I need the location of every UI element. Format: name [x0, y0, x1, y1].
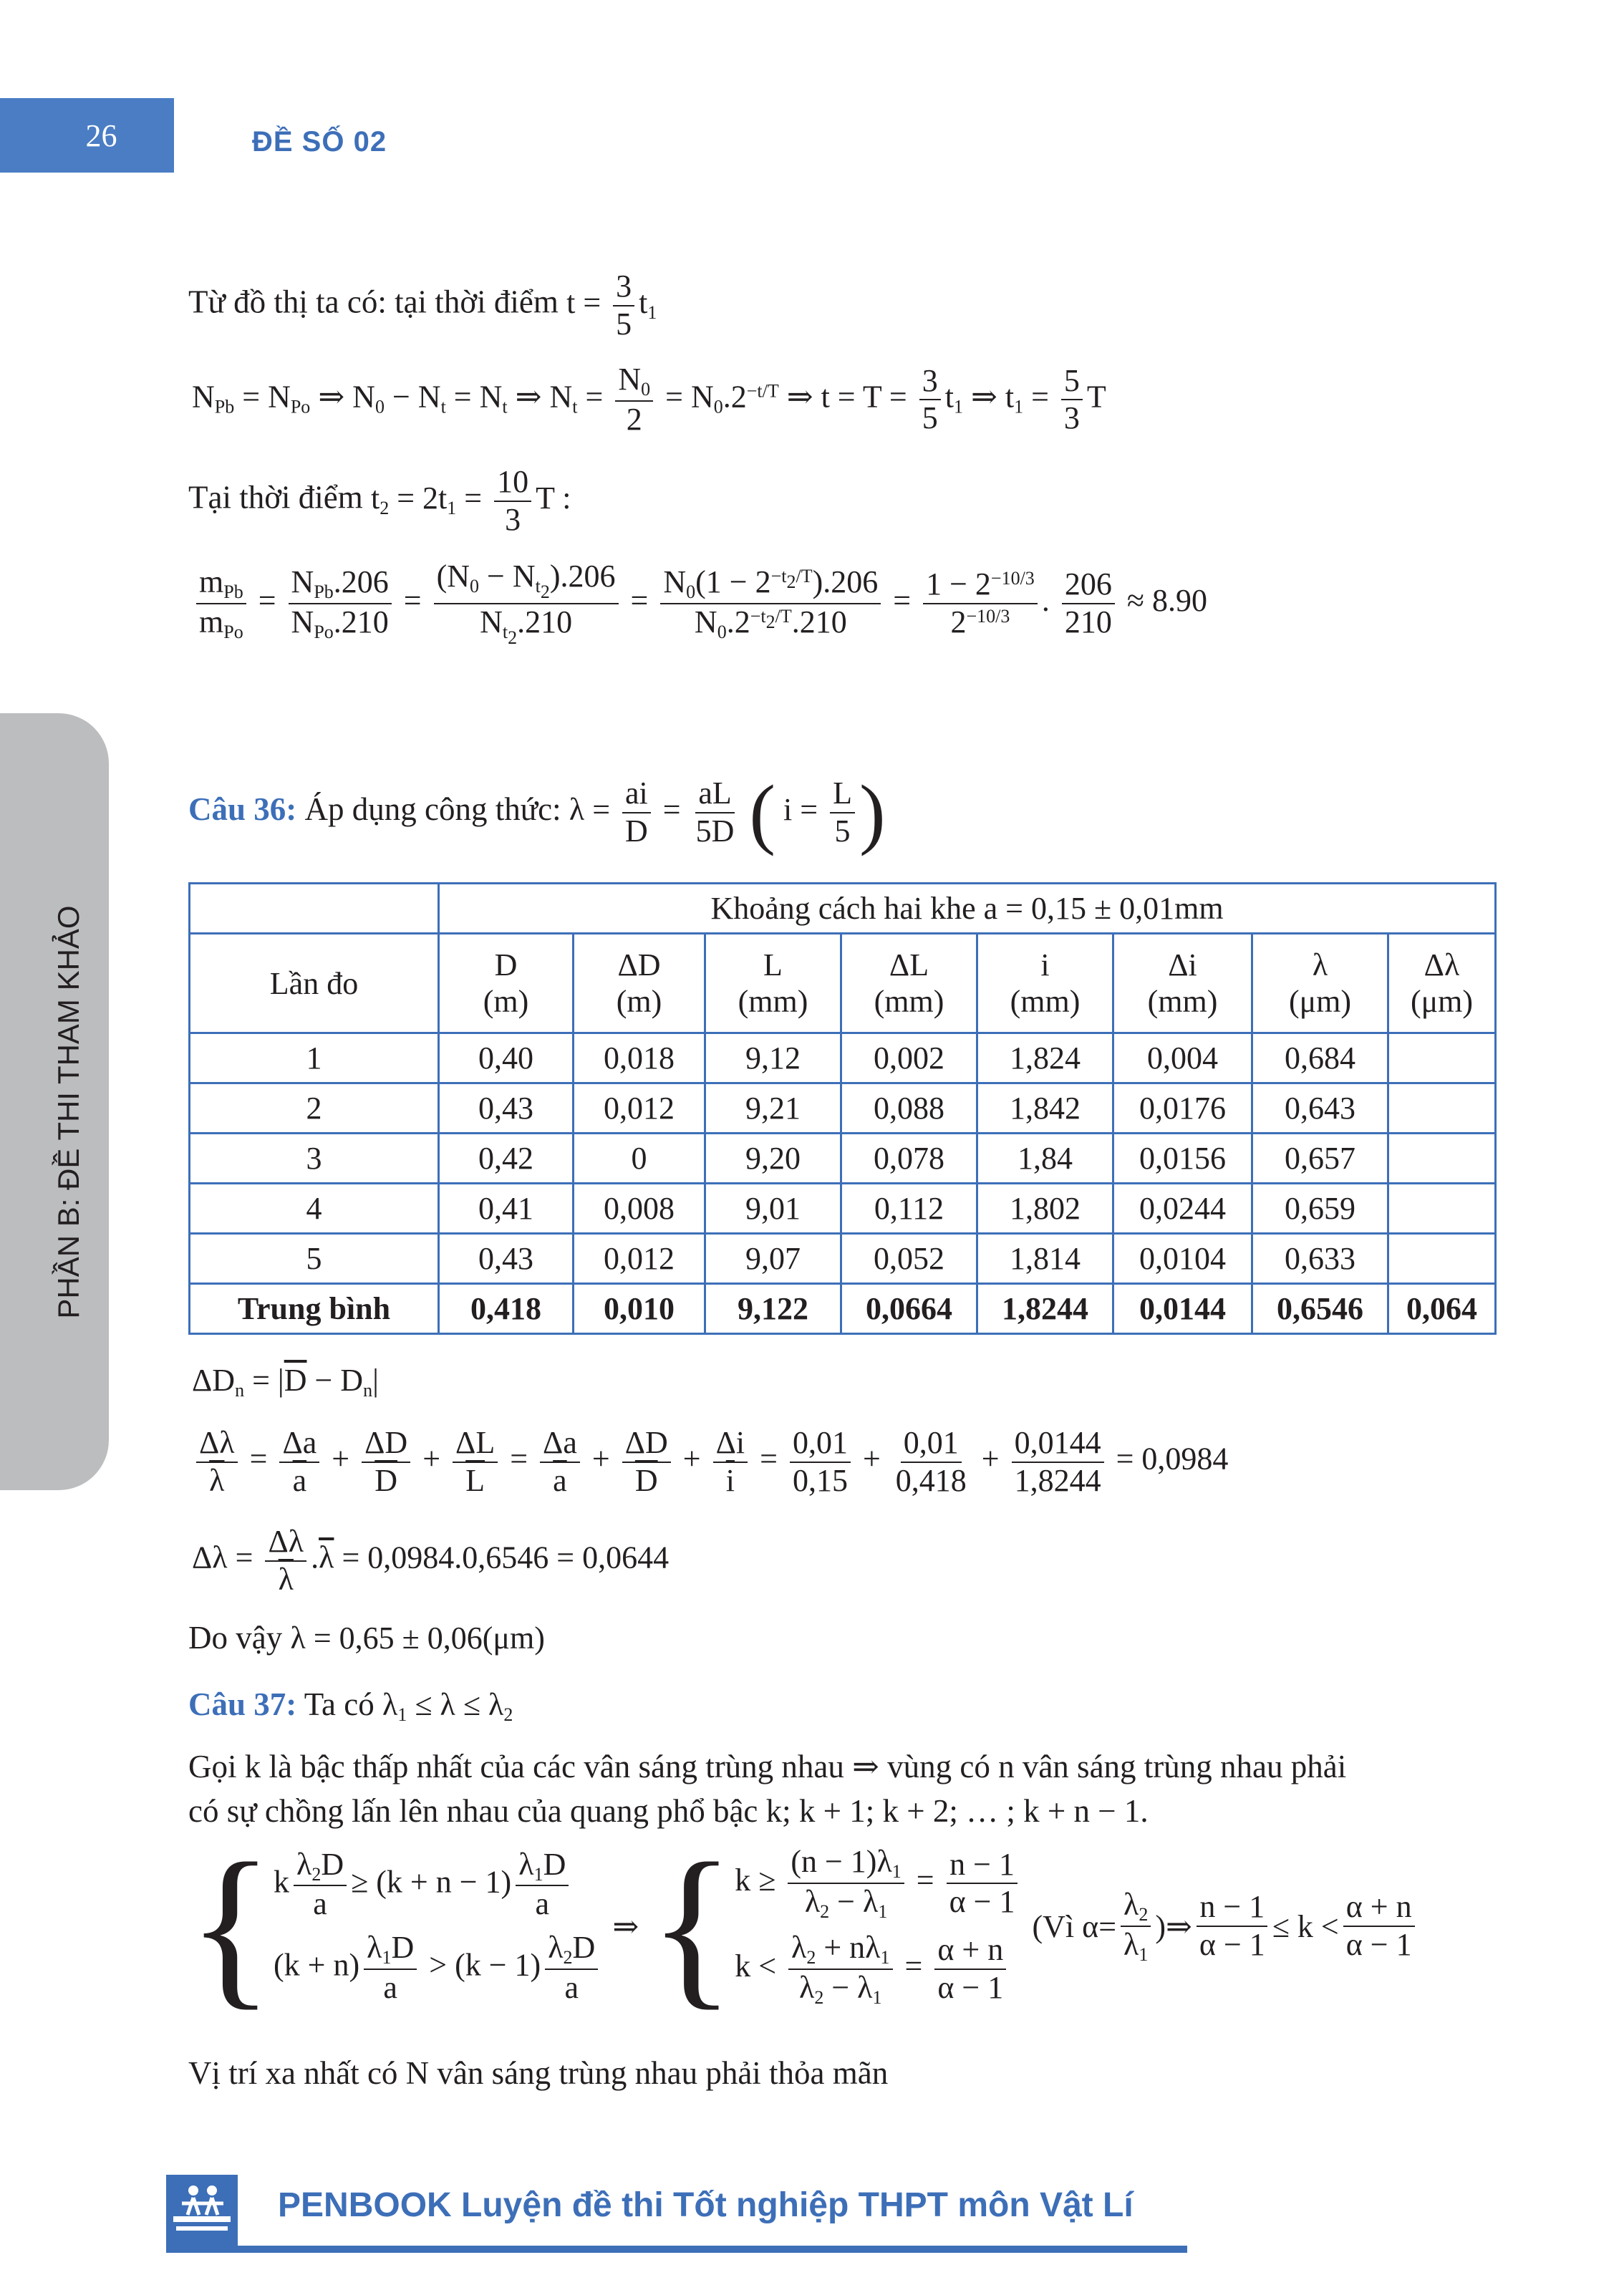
q36-line	[188, 769, 886, 856]
formula-delta-d: $\Delta D_n = |\overline{D} - D_n|$	[192, 1363, 379, 1401]
col-header: λ (μm)	[1252, 934, 1388, 1033]
result-label: Do vậy	[188, 1620, 283, 1656]
formula-mass-ratio: $\frac{m_{Pb}}{m_{Po}}$ = $\frac{N_{Pb}.206}{N_{Po}.210}$ = $\frac{(N_0 - N_{t_2}).206}{N_{t_2}.210}$ = $\frac{N_0(1 - 2^{-t_2/T}).206}{N_0.2^{-t_2/T}.210}$ = $\frac{1 - 2^{-10/3}}{2^{-10/3}}$ . $\frac{206}{210}$ ≈ 8.90	[192, 559, 1207, 649]
col-header: Δλ (μm)	[1388, 934, 1496, 1033]
formula-lambda: λ = $\frac{ai}{D}$ = $\frac{aL}{5D}$ ( i = $\frac{L}{5}$ )	[569, 769, 886, 856]
q36-label: Câu 36:	[188, 791, 297, 828]
formula-decay: $N_{Pb} = N_{Po}$ ⇒ $N_0 - N_t = N_t$ ⇒ $N_t$ = $\frac{N_0}{2}$ = $N_0.2^{-t/T}$ ⇒ t = T = $\frac{3}{5}$ $t_1$ ⇒ $t_1$ = $\frac{5}{3}$ T	[192, 362, 1106, 437]
table-row: 4 0,41 0,008 9,01 0,112 1,802 0,0244 0,659	[190, 1184, 1496, 1234]
q36-text: Áp dụng công thức:	[304, 791, 561, 828]
section-title: ĐỀ SỐ 02	[252, 126, 387, 158]
intro-line-1	[188, 269, 657, 342]
footer-title: PENBOOK Luyện đề thi Tốt nghiệp THPT môn Vật Lí	[278, 2186, 1134, 2224]
col-header: Δi (mm)	[1113, 934, 1252, 1033]
table-row: 2 0,43 0,012 9,21 0,088 1,842 0,0176 0,643	[190, 1083, 1496, 1134]
col-header: i (mm)	[977, 934, 1113, 1033]
row-label-header: Lần đo	[190, 934, 439, 1033]
page-number-tab	[0, 98, 174, 173]
penbook-logo-icon	[166, 2175, 238, 2246]
side-label: PHẦN B: ĐỀ THI THAM KHẢO	[52, 905, 85, 1319]
formula-relative-error: $\frac{\Delta\lambda}{\lambda}$ = $\frac{\Delta a}{a}$ + $\frac{\Delta D}{D}$ + $\frac{\Delta L}{L}$ = $\frac{\Delta a}{a}$ + $\frac{\Delta D}{D}$ + $\frac{\Delta i}{i}$ = $\frac{0,01}{0,15}$ + $\frac{0,01}{0,418}$ + $\frac{0,0144}{1,8244}$ = 0,0984	[192, 1425, 1228, 1499]
col-header: L (mm)	[705, 934, 841, 1033]
q37-text: Ta có	[304, 1686, 374, 1722]
result-line	[188, 1618, 545, 1658]
q37-para-1: Gọi k là bậc thấp nhất của các vân sáng trùng nhau ⇒ vùng có n vân sáng trùng nhau phải	[188, 1749, 1347, 1784]
table-row: 5 0,43 0,012 9,07 0,052 1,814 0,0104 0,633	[190, 1234, 1496, 1284]
formula-lambda-range: $\lambda_1 \le \lambda \le \lambda_2$	[382, 1687, 513, 1725]
formula-system: { k $\frac{\lambda_2D}{a}$ ≥ (k + n − 1) $\frac{\lambda_1D}{a}$ (k + n) $\frac{\lambda_1D}{a}$ > (k − 1) $\frac{\lambda_2D}{a}$ ⇒ { k ≥ $\frac{(n - 1)\lambda_1}{\lambda_2 - \lambda_1}$ = $\frac{n - 1}{\alpha - 1}$ k < $\frac{\lambda_2 + n\lambda_1}{\lambda_2 - \lambda_1}$ = $\frac{\alpha + n}{\alpha - 1}$ (Vì α= $\frac{\lambda_2}{\lambda_1}$ )⇒ $\frac{n - 1}{\alpha - 1}$ ≤ k < $\frac{\alpha + n}{\alpha - 1}$	[188, 1837, 1419, 2016]
result-formula: λ = 0,65 ± 0,06(μm)	[290, 1620, 545, 1656]
formula-abs-error: Δλ = $\frac{\Delta\lambda}{\lambda}$ $.\overline{\lambda} = 0,0984.0,6546 = 0,0644$	[192, 1524, 670, 1597]
intro-line-3-text: Tại thời điểm	[188, 479, 363, 516]
footer-divider	[166, 2246, 1187, 2253]
intro-line-3	[188, 464, 571, 538]
q37-line	[188, 1685, 513, 1726]
table-header-span: Khoảng cách hai khe a = 0,15 ± 0,01mm	[439, 884, 1496, 934]
col-header: D (m)	[439, 934, 574, 1033]
table-corner	[190, 884, 439, 934]
table-row: 1 0,40 0,018 9,12 0,002 1,824 0,004 0,684	[190, 1033, 1496, 1083]
vi-alpha-label: (Vì α=	[1032, 1908, 1117, 1944]
q37-para-2: có sự chồng lấn lên nhau của quang phổ bậc k; k + 1; k + 2; … ; k + n − 1.	[188, 1793, 1149, 1829]
measurement-table	[188, 882, 1497, 1335]
q37-label: Câu 37:	[188, 1686, 297, 1722]
page-number: 26	[85, 117, 117, 153]
intro-line-1-text: Từ đồ thị ta có: tại thời điểm	[188, 284, 559, 320]
formula-t2: $t_2 = 2t_1$ = $\frac{10}{3}$ T :	[371, 464, 571, 537]
q37-last-line: Vị trí xa nhất có N vân sáng trùng nhau phải thỏa mãn	[188, 2055, 889, 2091]
col-header: ΔL (mm)	[841, 934, 977, 1033]
col-header: ΔD (m)	[574, 934, 705, 1033]
formula-t: t = $\frac{3}{5}$ $t_1$	[566, 269, 657, 342]
table-row-average: Trung bình 0,418 0,010 9,122 0,0664 1,8244 0,0144 0,6546 0,064	[190, 1284, 1496, 1334]
table-row: 3 0,42 0 9,20 0,078 1,84 0,0156 0,657	[190, 1134, 1496, 1184]
